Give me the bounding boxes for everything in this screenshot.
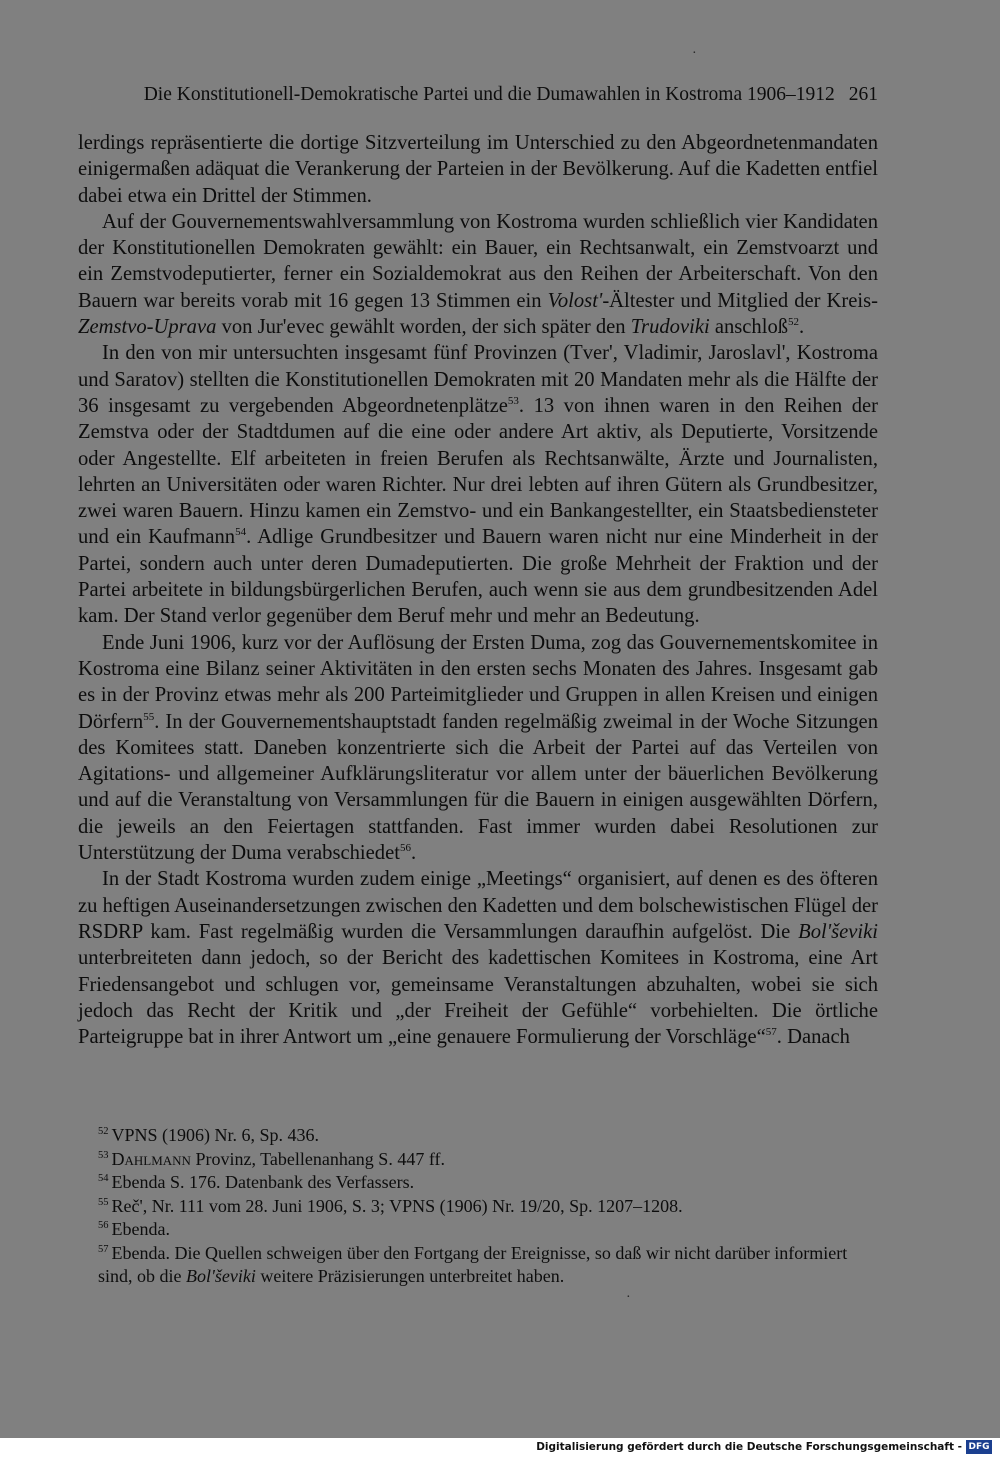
p5-text-c: . Danach <box>776 1026 850 1049</box>
footnote-52 <box>78 1124 878 1148</box>
dfg-logo: DFG <box>966 1440 992 1454</box>
footnote-text: Ebenda. <box>111 1219 170 1239</box>
footnote-text: VPNS (1906) Nr. 6, Sp. 436. <box>111 1125 320 1145</box>
footnote-56 <box>78 1218 878 1242</box>
footnote-ref-55[interactable]: 55 <box>143 710 155 723</box>
footnote-number: 54 <box>98 1173 109 1184</box>
paragraph-4 <box>78 630 878 867</box>
p5-italic-bolseviki: Bol'ševiki <box>798 920 878 943</box>
p2-text-d: anschloß <box>709 316 789 339</box>
paragraph-3 <box>78 340 878 629</box>
main-text <box>78 130 878 1050</box>
footnote-55 <box>78 1195 878 1219</box>
p3-text-a: In den von mir untersuchten insgesamt fünf Provinzen (Tver', Vladimir, Jaroslavl', Kostroma und Saratov) stellten die Konstitutionellen Demokraten mit 20 Mandaten mehr als die Hälfte der 36 insgesamt zu vergebenden Abgeordnetenplätze <box>78 342 878 417</box>
footnote-text: Provinz, Tabellenanhang S. 447 ff. <box>190 1148 445 1169</box>
footnote-ref-53[interactable]: 53 <box>507 395 519 408</box>
scan-speck: · <box>692 46 697 61</box>
footnotes <box>78 1124 878 1289</box>
p3-text-b: . 13 von ihnen waren in den Reihen der Zemstva oder der Stadtdumen auf die eine oder andere Art aktiv, als Deputierte, Vorsitzende oder Angestellte. Elf arbeiteten in freien Berufen als Rechtsanwälte, Ärzte und Journalisten, lehrten an Universitäten oder waren Richter. Nur drei lebten auf ihren Gütern als Grundbesitzer, zwei waren Bauern. Hinzu kamen ein Zemstvo- und ein Bankangestellter, ein Staatsbediensteter und ein Kaufmann <box>78 394 879 549</box>
paragraph-1-text: lerdings repräsentierte die dortige Sitzverteilung im Unterschied zu den Abgeordnetenmandaten einigermaßen adäquat die Verankerung der Parteien in der Bevölkerung. Auf die Kadetten entfiel dabei etwa ein Drittel der Stimmen. <box>78 132 878 207</box>
footnote-ref-54[interactable]: 54 <box>235 526 247 539</box>
footnote-53 <box>78 1148 878 1172</box>
scan-speck: · <box>626 1290 631 1305</box>
p2-text-b: -Ältester und Mitglied der Kreis- <box>602 289 878 312</box>
footnote-author: Dahlmann <box>111 1148 191 1169</box>
p2-text-a: Auf der Gouvernementswahlversammlung von Kostroma wurden schließlich vier Kandidaten der Konstitutionellen Demokraten gewählt: ein Bauer, ein Rechtsanwalt, ein Zemstvoarzt und ein Zemstvodeputierter, ferner ein Sozialdemokrat aus den Reihen der Arbeiterschaft. Von den Bauern war bereits vorab mit 16 gegen 13 Stimmen ein <box>78 210 878 312</box>
footnote-number: 57 <box>98 1243 109 1255</box>
footnote-number: 52 <box>98 1126 109 1137</box>
footnote-ref-52[interactable]: 52 <box>788 316 800 329</box>
footnote-text: Ebenda S. 176. Datenbank des Verfassers. <box>111 1172 415 1192</box>
footnote-text-a: Ebenda. Die Quellen schweigen über den Fortgang der Ereignisse, so daß wir nicht darüber informiert sind, ob die <box>98 1242 848 1286</box>
p2-text-c: von Jur'evec gewählt worden, der sich später den <box>216 316 631 339</box>
footnote-57 <box>78 1242 878 1289</box>
p5-text-a: In der Stadt Kostroma wurden zudem einige „Meetings“ organisiert, auf denen es des öfteren zu heftigen Auseinandersetzungen zwischen den Kadetten und dem bolschewistischen Flügel der RSDRP kam. Fast regelmäßig wurden die Versammlungen daraufhin aufgelöst. Die <box>78 868 878 943</box>
p2-italic-zemstvo: Zemstvo-Uprava <box>78 316 217 339</box>
footnote-text: Reč', Nr. 111 vom 28. Juni 1906, S. 3; VPNS (1906) Nr. 19/20, Sp. 1207–1208. <box>111 1195 683 1216</box>
p4-text-c: . <box>410 842 417 865</box>
p5-text-b: unterbreiteten dann jedoch, so der Bericht des kadettischen Komitees in Kostroma, eine Art Friedensangebot und schlugen vor, gemeinsame Veranstaltungen abzuhalten, wobei sie sich jedoch das Recht der Kritik und „der Freiheit der Gefühle“ vorbehielten. Die örtliche Parteigruppe bat in ihrer Antwort um „eine genauere Formulierung der Vorschläge“ <box>78 947 878 1049</box>
running-head <box>78 84 878 112</box>
footnote-ref-56[interactable]: 56 <box>399 842 411 855</box>
footnote-number: 53 <box>98 1149 109 1161</box>
footnote-italic: Bol'ševiki <box>186 1266 256 1286</box>
p2-italic-trudoviki: Trudoviki <box>630 316 710 339</box>
footnote-text-b: weitere Präzisierungen unterbreitet haben. <box>255 1266 565 1286</box>
footnote-ref-57[interactable]: 57 <box>765 1026 777 1039</box>
footnote-54 <box>78 1171 878 1195</box>
p4-text-b: . In der Gouvernementshauptstadt fanden regelmäßig zweimal in der Woche Sitzungen des Komitees statt. Daneben konzentrierte sich die Arbeit der Partei auf das Verteilen von Agitations- und allgemeiner Aufklärungsliteratur vor allem unter der bäuerlichen Bevölkerung und auf die Veranstaltung von Versammlungen für die Bauern in einigen ausgewählten Dörfern, die jeweils an den Feiertagen stattfanden. Fast immer wurden dabei Resolutionen zur Unterstützung der Duma verabschiedet <box>78 710 878 865</box>
digitization-credit: Digitalisierung gefördert durch die Deutsche Forschungsgemeinschaft - <box>536 1441 962 1453</box>
p4-text-a: Ende Juni 1906, kurz vor der Auflösung der Ersten Duma, zog das Gouvernementskomitee in Kostroma eine Bilanz seiner Aktivitäten in den ersten sechs Monaten des Jahres. Insgesamt gab es in der Provinz etwas mehr als 200 Parteimitglieder und Gruppen in allen Kreisen und einigen Dörfern <box>78 631 878 733</box>
paragraph-5 <box>78 866 878 1050</box>
p2-text-e: . <box>799 316 805 339</box>
paragraph-2 <box>78 209 878 340</box>
p2-italic-volost: Volost' <box>547 289 603 312</box>
p3-text-c: . Adlige Grundbesitzer und Bauern waren nicht nur eine Minderheit in der Partei, sondern auch unter deren Dumadeputierten. Die große Mehrheit der Fraktion und der Partei arbeitete in bildungsbürgerlichen Berufen, auch wenn sie aus dem grundbesitzenden Adel kam. Der Stand verlor gegenüber dem Beruf mehr und mehr an Bedeutung. <box>78 526 878 628</box>
running-title: Die Konstitutionell-Demokratische Partei und die Dumawahlen in Kostroma 1906–1912 <box>143 84 835 105</box>
page-number: 261 <box>848 84 878 105</box>
footnote-number: 56 <box>98 1220 109 1231</box>
paragraph-1 <box>78 130 878 209</box>
footnote-number: 55 <box>98 1196 109 1208</box>
